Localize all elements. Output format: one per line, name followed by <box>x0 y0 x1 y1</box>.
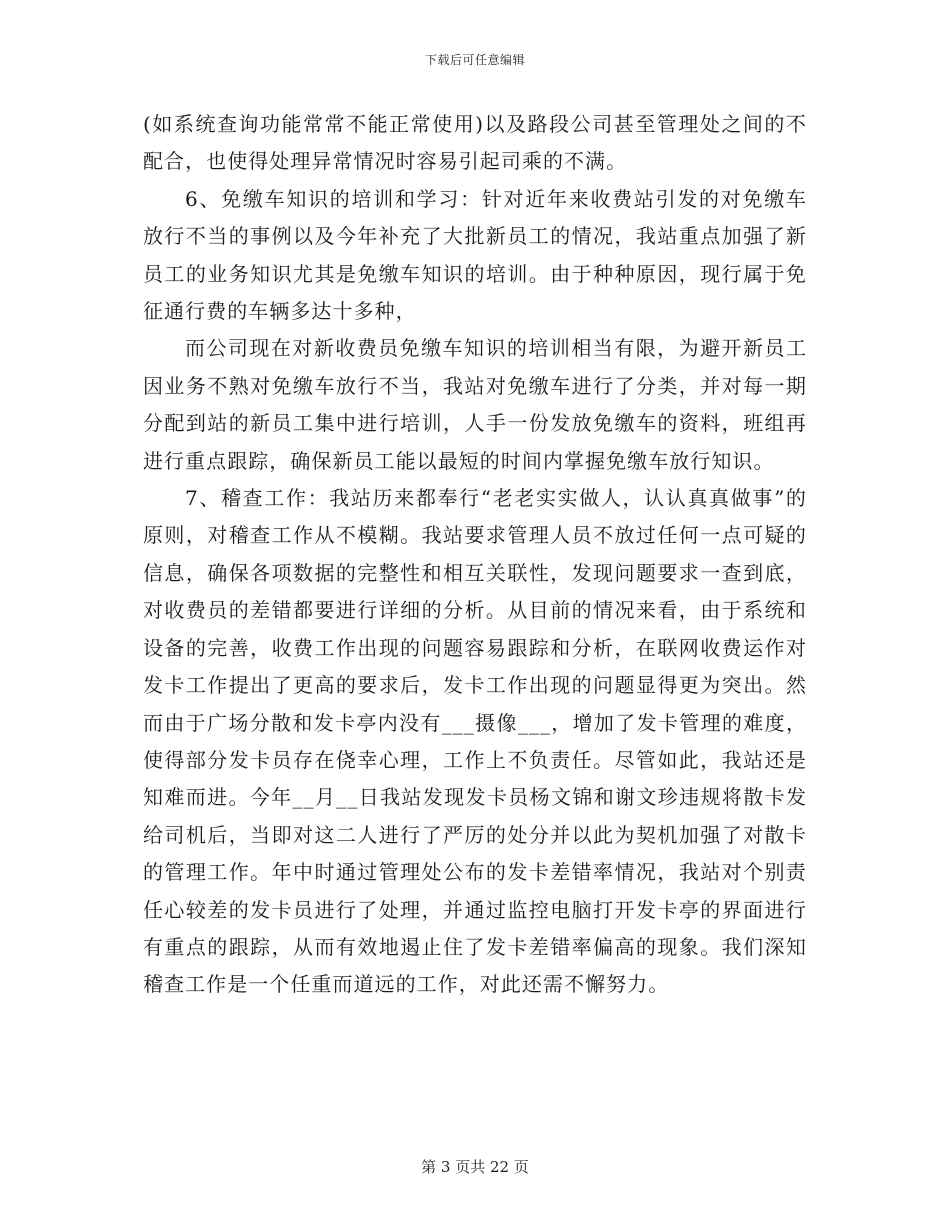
page-header: 下载后可任意编辑 <box>424 53 525 67</box>
paragraph-system-issues: (如系统查询功能常常不能正常使用)以及路段公司甚至管理处之间的不配合，也使得处理异常情况时容易引起司乘的不满。 <box>143 112 807 174</box>
page-number: 第 3 页共 22 页 <box>421 1158 529 1176</box>
paragraph-exempt-vehicle-training: 6、免缴车知识的培训和学习：针对近年来收费站引发的对免缴车放行不当的事例以及今年补充了大批新员工的情况，我站重点加强了新员工的业务知识尤其是免缴车知识的培训。由于种种原因，现行属于免征通行费的车辆多达十多种， <box>143 186 807 324</box>
document-body <box>143 106 807 1004</box>
paragraph-audit-work: 7、稽查工作：我站历来都奉行“老老实实做人，认认真真做事”的原则，对稽查工作从不模糊。我站要求管理人员不放过任何一点可疑的信息，确保各项数据的完整性和相互关联性，发现问题要求一查到底，对收费员的差错都要进行详细的分析。从目前的情况来看，由于系统和设备的完善，收费工作出现的问题容易跟踪和分析，在联网收费运作对发卡工作提出了更高的要求后，发卡工作出现的问题显得更为突出。然而由于广场分散和发卡亭内没有___摄像___，增加了发卡管理的难度，使得部分发卡员存在侥幸心理，工作上不负责任。尽管如此，我站还是知难而进。今年__月__日我站发现发卡员杨文锦和谢文珍违规将散卡发给司机后，当即对这二人进行了严厉的处分并以此为契机加强了对散卡的管理工作。年中时通过管理处公布的发卡差错率情况，我站对个别责任心较差的发卡员进行了处理，并通过监控电脑打开发卡亭的界面进行有重点的跟踪，从而有效地遏止住了发卡差错率偏高的现象。我们深知稽查工作是一个任重而道远的工作，对此还需不懈努力。 <box>143 486 807 997</box>
paragraph-new-staff-training: 而公司现在对新收费员免缴车知识的培训相当有限，为避开新员工因业务不熟对免缴车放行不当，我站对免缴车进行了分类，并对每一期分配到站的新员工集中进行培训，人手一份发放免缴车的资料，班组再进行重点跟踪，确保新员工能以最短的时间内掌握免缴车放行知识。 <box>143 336 807 473</box>
